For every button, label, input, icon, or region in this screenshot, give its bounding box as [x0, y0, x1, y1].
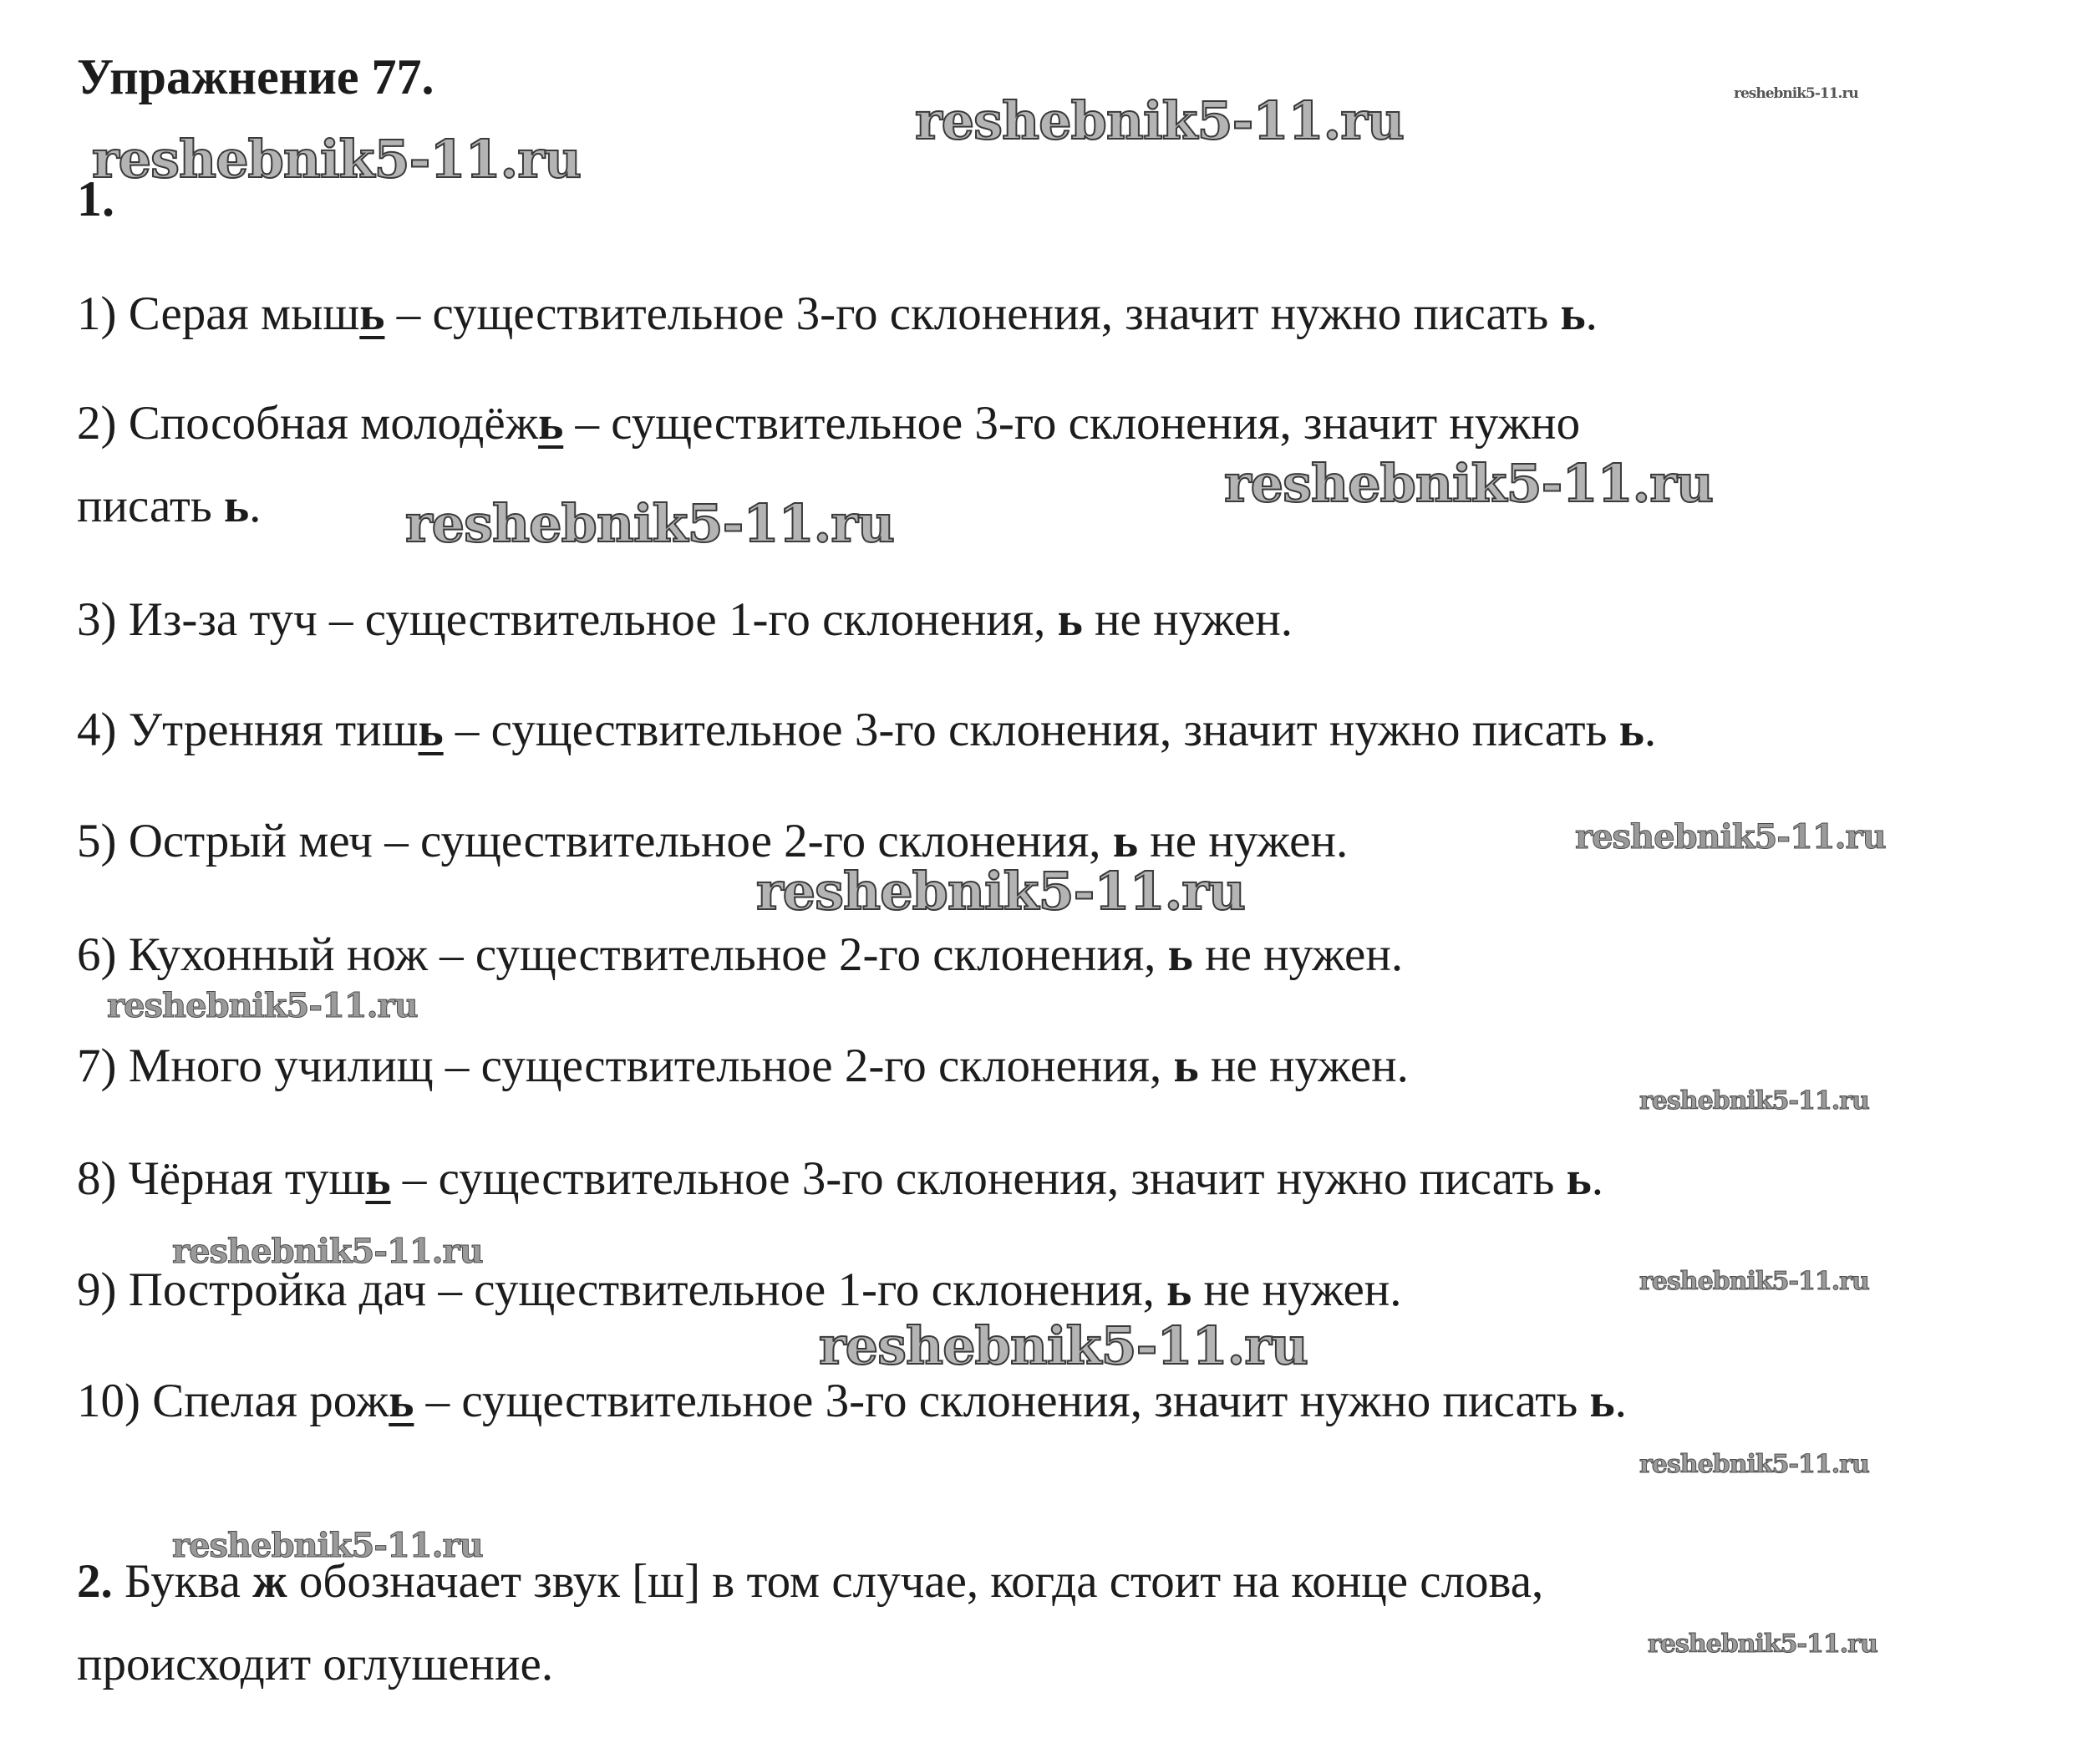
answer-line-2-cont: писать ь. — [77, 480, 262, 532]
watermark: reshebnik5-11.ru — [819, 1315, 1308, 1376]
answer-line-5: 5) Острый меч – существительное 2-го склонения, ь не нужен. — [77, 815, 1349, 867]
watermark: reshebnik5-11.ru — [1575, 817, 1886, 857]
answer-line-3: 3) Из-за туч – существительное 1-го склонения, ь не нужен. — [77, 593, 1293, 646]
answer-line-6: 6) Кухонный нож – существительное 2-го склонения, ь не нужен. — [77, 928, 1404, 981]
watermark: reshebnik5-11.ru — [915, 90, 1404, 151]
part-2-line-1: 2. Буква ж обозначает звук [ш] в том случае, когда стоит на конце слова, — [77, 1555, 1544, 1608]
watermark: reshebnik5-11.ru — [1639, 1450, 1869, 1479]
answer-line-2: 2) Способная молодёжь – существительное 3-го склонения, значит нужно — [77, 397, 1581, 450]
answer-line-4: 4) Утренняя тишь – существительное 3-го склонения, значит нужно писать ь. — [77, 704, 1657, 756]
watermark: reshebnik5-11.ru — [92, 129, 581, 190]
watermark: reshebnik5-11.ru — [405, 493, 894, 554]
watermark: reshebnik5-11.ru — [107, 986, 418, 1025]
answer-line-1: 1) Серая мышь – существительное 3-го склонения, значит нужно писать ь. — [77, 287, 1598, 340]
watermark: reshebnik5-11.ru — [1734, 85, 1858, 102]
watermark: reshebnik5-11.ru — [1648, 1629, 1877, 1659]
watermark: reshebnik5-11.ru — [1639, 1086, 1869, 1116]
answer-line-8: 8) Чёрная тушь – существительное 3-го склонения, значит нужно писать ь. — [77, 1152, 1604, 1205]
exercise-title: Упражнение 77. — [77, 49, 434, 104]
part-2-label: 2. — [77, 1555, 113, 1608]
watermark: reshebnik5-11.ru — [756, 861, 1245, 922]
answer-line-10: 10) Спелая рожь – существительное 3-го склонения, значит нужно писать ь. — [77, 1375, 1627, 1427]
watermark: reshebnik5-11.ru — [1224, 453, 1713, 514]
part-1-label: 1. — [77, 171, 114, 226]
part-2-line-2: происходит оглушение. — [77, 1638, 554, 1690]
watermark: reshebnik5-11.ru — [172, 1526, 483, 1565]
watermark: reshebnik5-11.ru — [172, 1232, 483, 1271]
answer-line-7: 7) Много училищ – существительное 2-го склонения, ь не нужен. — [77, 1040, 1409, 1092]
answer-line-9: 9) Постройка дач – существительное 1-го склонения, ь не нужен. — [77, 1263, 1402, 1316]
watermark: reshebnik5-11.ru — [1639, 1267, 1869, 1296]
